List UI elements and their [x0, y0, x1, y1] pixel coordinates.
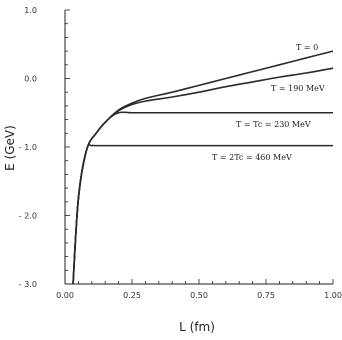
annotation-tc: T = Tc = 230 MeV — [236, 120, 311, 129]
y-tick-label: - 3.0 — [18, 280, 37, 289]
axes — [19, 6, 342, 300]
y-axis-label: E (GeV) — [3, 125, 17, 171]
x-axis-label: L (fm) — [179, 320, 215, 334]
y-tick-label: - 1.0 — [18, 143, 37, 152]
series-line-2 — [73, 112, 333, 284]
series-line-3 — [73, 145, 333, 284]
x-tick-label: 0.25 — [123, 291, 141, 300]
x-tick-label: 0.50 — [190, 291, 208, 300]
x-tick-label: 0.75 — [257, 291, 275, 300]
y-tick-label: - 2.0 — [18, 211, 37, 221]
y-tick-label: 1.0 — [24, 6, 37, 15]
series-line-1 — [73, 68, 333, 284]
annotations — [212, 43, 325, 162]
y-tick-label: 0.0 — [24, 74, 37, 84]
annotation-t190: T = 190 MeV — [271, 84, 325, 93]
x-tick-label: 1.00 — [324, 291, 342, 300]
annotation-t0: T = 0 — [296, 43, 319, 52]
annotation-2tc: T = 2Tc = 460 MeV — [212, 153, 292, 162]
x-tick-label: 0.00 — [56, 291, 74, 300]
